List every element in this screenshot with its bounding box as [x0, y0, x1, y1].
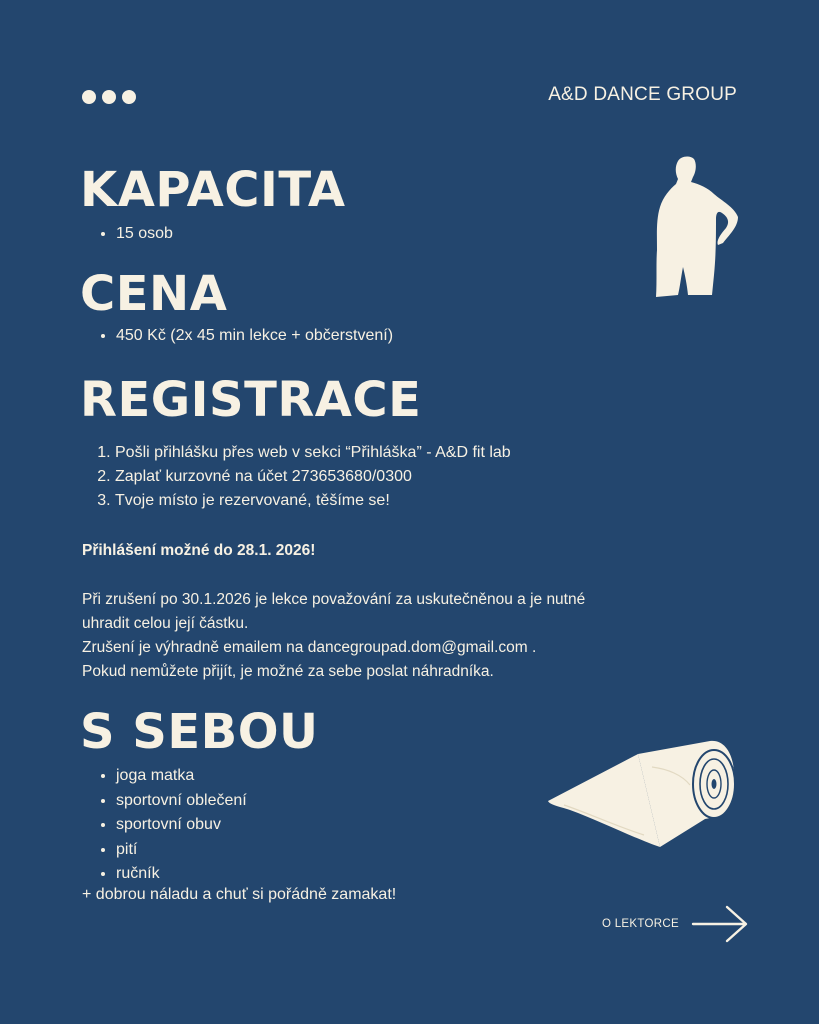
dancer-silhouette-icon: [650, 155, 742, 300]
yoga-mat-icon: [540, 735, 745, 850]
list-item: • 15 osob: [116, 222, 173, 247]
registration-deadline: Přihlášení možné do 28.1. 2026!: [82, 542, 316, 559]
list-item: • sportovní obuv: [116, 813, 247, 838]
list-item: • pití: [116, 838, 247, 863]
cancellation-policy: [82, 588, 585, 684]
kapacita-heading: KAPACITA: [80, 162, 346, 218]
dot: [122, 90, 136, 104]
cena-heading: CENA: [80, 266, 228, 322]
step-item: 1. Pošli přihlášku přes web v sekci “Přihláška” - A&D fit lab: [115, 441, 511, 465]
next-page-link[interactable]: [602, 904, 749, 944]
s-sebou-list: [98, 764, 247, 887]
s-sebou-extra: + dobrou náladu a chuť si pořádně zamakat!: [82, 886, 397, 903]
arrow-right-icon: [691, 904, 749, 944]
policy-line: Zrušení je výhradně emailem na dancegroupad.dom@gmail.com .: [82, 639, 537, 656]
list-item: • ručník: [116, 862, 247, 887]
registration-steps: [98, 441, 511, 513]
cena-list: [98, 324, 393, 349]
dot: [102, 90, 116, 104]
registrace-heading: REGISTRACE: [80, 372, 422, 428]
list-item: • 450 Kč (2x 45 min lekce + občerstvení): [116, 324, 393, 349]
s-sebou-heading: S SEBOU: [80, 704, 319, 760]
next-page-label: O LEKTORCE: [602, 918, 679, 930]
step-item: 2. Zaplať kurzovné na účet 273653680/0300: [115, 465, 511, 489]
policy-line: Pokud nemůžete přijít, je možné za sebe poslat náhradníka.: [82, 663, 494, 680]
list-item: • joga matka: [116, 764, 247, 789]
policy-line: uhradit celou její částku.: [82, 615, 249, 632]
dot: [82, 90, 96, 104]
list-item: • sportovní oblečení: [116, 789, 247, 814]
kapacita-list: [98, 222, 173, 247]
brand-name: A&D DANCE GROUP: [548, 84, 737, 105]
policy-line: Při zrušení po 30.1.2026 je lekce považování za uskutečněnou a je nutné: [82, 591, 586, 608]
step-item: 3. Tvoje místo je rezervované, těšíme se!: [115, 489, 511, 513]
more-dots-icon: [82, 90, 136, 104]
